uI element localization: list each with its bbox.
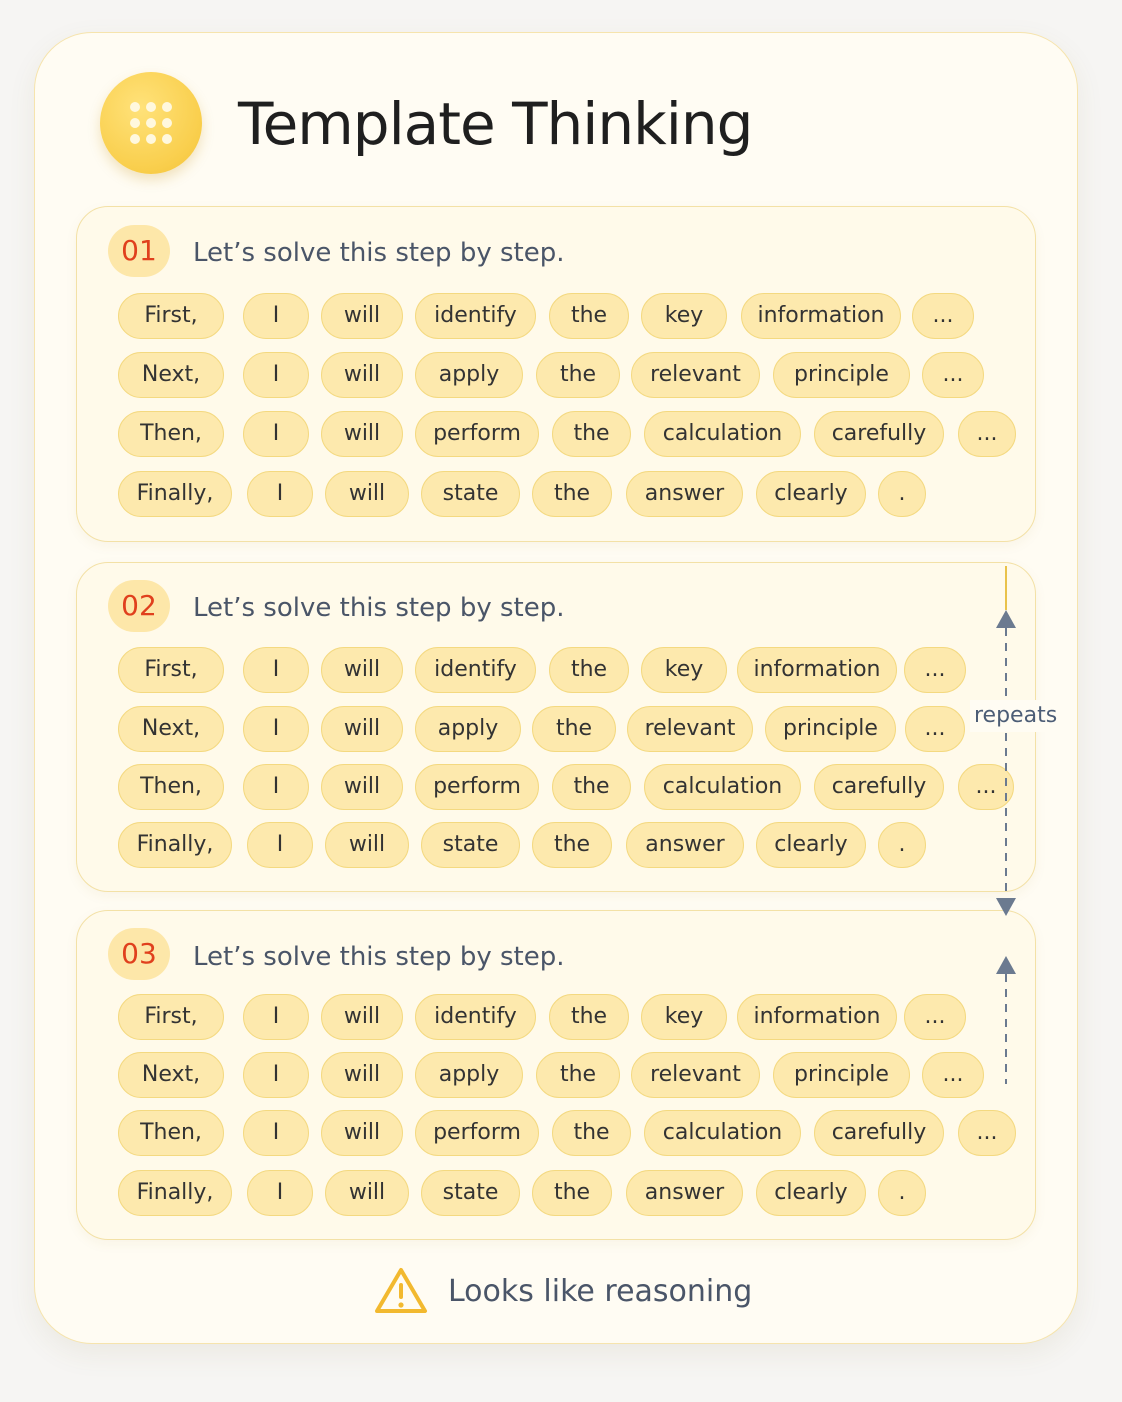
repeats-label: repeats <box>970 700 1061 732</box>
token-pill: perform <box>415 764 539 810</box>
token-pill: apply <box>415 1052 523 1098</box>
token-pill: the <box>532 706 616 752</box>
token-pill: . <box>878 1170 926 1216</box>
token-pill: ... <box>958 764 1014 810</box>
token-pill: principle <box>773 1052 910 1098</box>
token-pill: First, <box>118 994 224 1040</box>
token-pill: Then, <box>118 1110 224 1156</box>
step-prompt: Let’s solve this step by step. <box>193 593 565 623</box>
token-pill: ... <box>905 706 965 752</box>
token-pill: will <box>321 706 403 752</box>
token-pill: Finally, <box>118 822 232 868</box>
token-pill: will <box>321 293 403 339</box>
token-pill: answer <box>626 822 744 868</box>
step-prompt: Let’s solve this step by step. <box>193 238 565 268</box>
step-number-badge: 01 <box>108 225 170 277</box>
token-pill: relevant <box>631 352 760 398</box>
token-pill: I <box>243 1052 309 1098</box>
step-number-badge: 02 <box>108 580 170 632</box>
token-pill: the <box>532 822 612 868</box>
step-prompt: Let’s solve this step by step. <box>193 942 565 972</box>
token-pill: information <box>741 293 901 339</box>
token-pill: identify <box>415 994 536 1040</box>
token-pill: the <box>549 647 629 693</box>
footer-caption: Looks like reasoning <box>448 1274 753 1309</box>
token-pill: key <box>641 647 727 693</box>
token-pill: will <box>325 1170 409 1216</box>
token-pill: the <box>552 1110 631 1156</box>
token-pill: ... <box>912 293 974 339</box>
token-pill: Next, <box>118 352 224 398</box>
token-pill: Next, <box>118 706 224 752</box>
token-pill: information <box>737 647 897 693</box>
token-pill: I <box>243 647 309 693</box>
token-pill: I <box>243 411 309 457</box>
page-title: Template Thinking <box>238 90 753 158</box>
token-pill: information <box>737 994 897 1040</box>
token-pill: key <box>641 994 727 1040</box>
token-pill: I <box>243 764 309 810</box>
token-pill: state <box>421 1170 520 1216</box>
token-pill: relevant <box>627 706 753 752</box>
token-pill: Finally, <box>118 471 232 517</box>
token-pill: Then, <box>118 764 224 810</box>
token-pill: will <box>321 1110 403 1156</box>
token-pill: . <box>878 822 926 868</box>
token-pill: I <box>247 822 313 868</box>
token-pill: I <box>243 352 309 398</box>
token-pill: key <box>641 293 727 339</box>
token-pill: will <box>321 411 403 457</box>
token-pill: ... <box>922 352 984 398</box>
token-pill: perform <box>415 1110 539 1156</box>
token-pill: the <box>532 1170 612 1216</box>
token-pill: answer <box>626 1170 743 1216</box>
step-number-badge: 03 <box>108 928 170 980</box>
token-pill: Next, <box>118 1052 224 1098</box>
token-pill: the <box>552 764 631 810</box>
token-pill: I <box>243 1110 309 1156</box>
token-pill: clearly <box>756 822 866 868</box>
token-pill: state <box>421 822 520 868</box>
token-pill: . <box>878 471 926 517</box>
token-pill: apply <box>415 706 521 752</box>
token-pill: I <box>243 293 309 339</box>
token-pill: clearly <box>756 1170 866 1216</box>
token-pill: ... <box>958 1110 1016 1156</box>
token-pill: perform <box>415 411 539 457</box>
token-pill: will <box>321 647 403 693</box>
token-pill: state <box>421 471 520 517</box>
token-pill: identify <box>415 293 536 339</box>
token-pill: ... <box>904 647 966 693</box>
token-pill: relevant <box>631 1052 760 1098</box>
grid-dots-icon <box>100 72 202 174</box>
token-pill: calculation <box>644 411 801 457</box>
token-pill: First, <box>118 293 224 339</box>
token-pill: Then, <box>118 411 224 457</box>
token-pill: the <box>549 994 629 1040</box>
token-pill: calculation <box>644 1110 801 1156</box>
token-pill: carefully <box>814 764 944 810</box>
token-pill: will <box>321 352 403 398</box>
token-pill: the <box>536 352 620 398</box>
token-pill: apply <box>415 352 523 398</box>
token-pill: ... <box>922 1052 984 1098</box>
token-pill: will <box>321 1052 403 1098</box>
token-pill: Finally, <box>118 1170 232 1216</box>
token-pill: principle <box>773 352 910 398</box>
token-pill: the <box>549 293 629 339</box>
token-pill: identify <box>415 647 536 693</box>
token-pill: carefully <box>814 411 944 457</box>
token-pill: ... <box>958 411 1016 457</box>
token-pill: First, <box>118 647 224 693</box>
warning-icon <box>374 1266 428 1314</box>
token-pill: will <box>325 822 409 868</box>
token-pill: clearly <box>756 471 866 517</box>
token-pill: calculation <box>644 764 801 810</box>
token-pill: ... <box>904 994 966 1040</box>
token-pill: I <box>247 1170 313 1216</box>
token-pill: principle <box>765 706 896 752</box>
token-pill: I <box>243 706 309 752</box>
token-pill: will <box>325 471 409 517</box>
token-pill: will <box>321 994 403 1040</box>
token-pill: I <box>247 471 313 517</box>
token-pill: the <box>532 471 612 517</box>
token-pill: I <box>243 994 309 1040</box>
token-pill: the <box>552 411 631 457</box>
token-pill: answer <box>626 471 743 517</box>
token-pill: the <box>536 1052 620 1098</box>
token-pill: carefully <box>814 1110 944 1156</box>
token-pill: will <box>321 764 403 810</box>
